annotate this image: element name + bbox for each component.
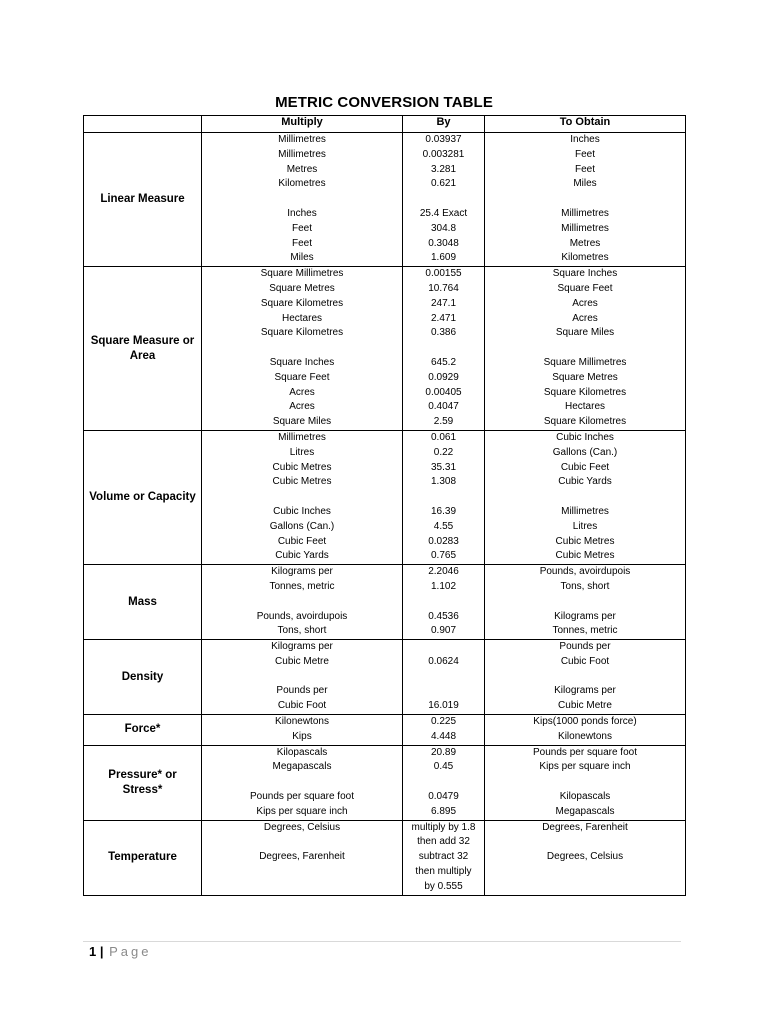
- table-cell-line: Kilometres: [561, 252, 609, 264]
- table-cell-line: Cubic Inches: [273, 505, 331, 517]
- table-cell-line: Pounds, avoirdupois: [539, 566, 631, 578]
- table-cell-line: Square Miles: [272, 416, 332, 428]
- table-cell-line: Kilometres: [278, 178, 326, 190]
- multiply-cell: [202, 715, 403, 746]
- table-cell-line: Millimetres: [278, 134, 326, 145]
- table-cell-line: [202, 341, 402, 356]
- table-cell-line: [202, 880, 402, 895]
- table-cell-line: 0.621: [430, 178, 457, 190]
- table-cell-line: [485, 670, 685, 685]
- to-obtain-cell: [485, 565, 686, 640]
- table-cell-line: 4.55: [433, 520, 454, 532]
- by-cell: [403, 430, 485, 564]
- table-cell-line: Degrees, Farenheit: [542, 821, 628, 833]
- table-cell-line: Square Feet: [557, 282, 613, 294]
- table-cell-line: 0.061: [430, 431, 457, 443]
- table-cell-line: 0.4536: [428, 610, 459, 622]
- table-section-row: [84, 640, 686, 715]
- table-cell-line: Kips(1000 ponds force): [533, 716, 637, 728]
- table-cell-line: 0.00155: [425, 268, 462, 280]
- table-cell-line: Square Kilometres: [543, 416, 627, 428]
- multiply-cell: [202, 745, 403, 820]
- table-cell-line: Square Kilometres: [543, 386, 627, 398]
- table-cell-line: 35.31: [430, 461, 457, 473]
- category-cell: [84, 565, 202, 640]
- table-cell-line: [485, 775, 685, 790]
- multiply-cell: [202, 565, 403, 640]
- table-cell-line: Megapascals: [555, 805, 615, 817]
- table-cell-line: [403, 670, 484, 685]
- category-label: Area: [129, 349, 156, 362]
- multiply-cell: [202, 640, 403, 715]
- table-cell-line: 645.2: [430, 356, 457, 368]
- by-cell: [403, 133, 485, 267]
- to-obtain-cell: [485, 715, 686, 746]
- table-section-row: [84, 430, 686, 564]
- table-cell-line: Degrees, Celsius: [263, 821, 341, 833]
- table-cell-line: [403, 192, 484, 207]
- category-cell: [84, 640, 202, 715]
- table-cell-line: Square Inches: [269, 356, 335, 368]
- table-cell-line: Hectares: [564, 401, 605, 413]
- table-section-row: [84, 133, 686, 267]
- table-cell-line: subtract 32: [418, 851, 469, 863]
- table-cell-line: Millimetres: [561, 505, 609, 517]
- table-cell-line: [485, 341, 685, 356]
- table-cell-line: then add 32: [417, 836, 470, 848]
- table-section-row: [84, 565, 686, 640]
- table-cell-line: [485, 192, 685, 207]
- table-cell-line: 304.8: [430, 222, 457, 234]
- table-cell-line: Degrees, Celsius: [546, 851, 624, 863]
- table-cell-line: Litres: [572, 520, 598, 532]
- table-cell-line: [485, 595, 685, 610]
- table-cell-line: [403, 341, 484, 356]
- table-cell-line: [202, 670, 402, 685]
- table-cell-line: Inches: [570, 134, 600, 145]
- table-cell-line: Cubic Metres: [272, 461, 332, 473]
- table-cell-line: [485, 835, 685, 850]
- table-cell-line: Feet: [291, 222, 312, 234]
- table-cell-line: 2.59: [433, 416, 454, 428]
- header-multiply: Multiply: [202, 116, 403, 133]
- table-cell-line: 0.0624: [428, 655, 459, 667]
- table-cell-line: 3.281: [430, 163, 457, 175]
- to-obtain-cell: [485, 430, 686, 564]
- table-cell-line: Pounds, avoirdupois: [256, 610, 348, 622]
- table-cell-line: Cubic Metre: [275, 655, 329, 667]
- table-cell-line: 16.019: [428, 700, 459, 712]
- table-cell-line: Square Miles: [555, 327, 615, 339]
- table-cell-line: Kilograms per: [271, 641, 333, 653]
- footer-divider: [83, 941, 681, 942]
- table-section-row: [84, 715, 686, 746]
- table-section-row: [84, 267, 686, 431]
- table-cell-line: [403, 595, 484, 610]
- table-cell-line: Kilograms per: [271, 566, 333, 578]
- table-cell-line: Millimetres: [278, 148, 326, 160]
- page-title: METRIC CONVERSION TABLE: [275, 94, 493, 111]
- table-cell-line: Cubic Yards: [275, 550, 329, 562]
- table-cell-line: Litres: [289, 446, 315, 458]
- table-cell-line: Millimetres: [561, 222, 609, 234]
- table-cell-line: Kilonewtons: [275, 716, 329, 728]
- header-by: By: [403, 116, 485, 133]
- table-cell-line: Kilonewtons: [558, 730, 612, 742]
- conversion-table: [83, 115, 686, 896]
- table-cell-line: 1.102: [430, 580, 457, 592]
- category-cell: [84, 430, 202, 564]
- table-cell-line: 0.907: [430, 625, 457, 637]
- table-cell-line: Square Metres: [552, 371, 618, 383]
- to-obtain-cell: [485, 745, 686, 820]
- multiply-cell: [202, 820, 403, 895]
- category-label: Volume or Capacity: [89, 491, 196, 504]
- table-cell-line: Acres: [289, 401, 315, 413]
- table-cell-line: Inches: [287, 207, 317, 219]
- table-cell-line: Tons, short: [277, 625, 327, 637]
- table-cell-line: Tonnes, metric: [269, 580, 335, 592]
- table-cell-line: [202, 490, 402, 505]
- table-cell-line: Cubic Metres: [272, 476, 332, 488]
- table-cell-line: [485, 880, 685, 895]
- table-cell-line: Megapascals: [272, 761, 332, 773]
- table-cell-line: Square Millimetres: [260, 268, 344, 280]
- table-cell-line: Square Metres: [269, 282, 335, 294]
- table-cell-line: Kips per square inch: [539, 761, 631, 773]
- table-cell-line: [202, 835, 402, 850]
- to-obtain-cell: [485, 267, 686, 431]
- table-cell-line: 10.764: [428, 282, 459, 294]
- table-cell-line: Kips per square inch: [256, 805, 348, 817]
- table-cell-line: 0.45: [433, 761, 454, 773]
- table-cell-line: by 0.555: [424, 880, 463, 892]
- table-cell-line: Pounds per: [559, 641, 611, 653]
- table-section-row: [84, 745, 686, 820]
- page-footer: [89, 944, 151, 959]
- table-cell-line: 0.225: [430, 716, 457, 728]
- table-cell-line: Cubic Feet: [277, 535, 327, 547]
- table-cell-line: Pounds per: [276, 685, 328, 697]
- table-cell-line: [485, 865, 685, 880]
- table-cell-line: Cubic Metres: [555, 535, 615, 547]
- table-cell-line: Cubic Foot: [560, 655, 610, 667]
- table-cell-line: Square Feet: [274, 371, 330, 383]
- table-cell-line: 16.39: [430, 505, 457, 517]
- table-cell-line: [403, 640, 484, 655]
- by-cell: [403, 820, 485, 895]
- table-cell-line: Square Inches: [552, 268, 618, 280]
- category-label: Temperature: [108, 851, 177, 864]
- multiply-cell: [202, 267, 403, 431]
- table-cell-line: Feet: [291, 237, 312, 249]
- category-cell: [84, 715, 202, 746]
- table-cell-line: 0.3048: [428, 237, 459, 249]
- table-cell-line: 0.0479: [428, 791, 459, 803]
- table-cell-line: Cubic Foot: [277, 700, 327, 712]
- by-cell: [403, 267, 485, 431]
- table-cell-line: Tons, short: [560, 580, 610, 592]
- table-cell-line: 1.609: [430, 252, 457, 264]
- by-cell: [403, 640, 485, 715]
- table-cell-line: [403, 684, 484, 699]
- table-cell-line: Square Kilometres: [260, 327, 344, 339]
- category-label: Mass: [128, 595, 157, 608]
- table-cell-line: Cubic Metres: [555, 550, 615, 562]
- table-cell-line: 1.308: [430, 476, 457, 488]
- table-cell-line: Miles: [290, 252, 314, 264]
- category-label: Density: [121, 670, 164, 683]
- table-cell-line: 0.0929: [428, 371, 459, 383]
- table-cell-line: Feet: [574, 148, 595, 160]
- table-cell-line: Acres: [572, 297, 598, 309]
- table-cell-line: 0.0283: [428, 535, 459, 547]
- table-cell-line: [202, 865, 402, 880]
- table-cell-line: Millimetres: [278, 431, 326, 443]
- multiply-cell: [202, 430, 403, 564]
- header-category: [84, 116, 202, 133]
- table-cell-line: 0.03937: [425, 134, 462, 145]
- table-cell-line: Acres: [572, 312, 598, 324]
- table-cell-line: 20.89: [430, 746, 457, 758]
- table-cell-line: Kilograms per: [554, 685, 616, 697]
- table-cell-line: [202, 192, 402, 207]
- table-cell-line: Acres: [289, 386, 315, 398]
- table-cell-line: Feet: [574, 163, 595, 175]
- table-cell-line: 247.1: [430, 297, 457, 309]
- table-cell-line: then multiply: [415, 866, 472, 878]
- table-cell-line: [202, 595, 402, 610]
- category-label: Square Measure or: [90, 334, 195, 347]
- table-cell-line: Tonnes, metric: [552, 625, 618, 637]
- table-cell-line: Kilopascals: [559, 791, 611, 803]
- table-header-row: [84, 116, 686, 133]
- table-cell-line: Degrees, Farenheit: [259, 851, 345, 863]
- table-cell-line: Cubic Yards: [558, 476, 612, 488]
- table-cell-line: Millimetres: [561, 207, 609, 219]
- to-obtain-cell: [485, 133, 686, 267]
- category-cell: [84, 267, 202, 431]
- table-cell-line: Kilograms per: [554, 610, 616, 622]
- table-cell-line: [202, 775, 402, 790]
- by-cell: [403, 715, 485, 746]
- table-cell-line: [403, 775, 484, 790]
- by-cell: [403, 745, 485, 820]
- to-obtain-cell: [485, 820, 686, 895]
- multiply-cell: [202, 133, 403, 267]
- header-to-obtain: To Obtain: [485, 116, 686, 133]
- table-cell-line: Cubic Feet: [560, 461, 610, 473]
- table-cell-line: multiply by 1.8: [411, 821, 476, 833]
- category-label: Linear Measure: [100, 193, 185, 206]
- table-cell-line: Pounds per square foot: [533, 746, 637, 758]
- category-cell: [84, 745, 202, 820]
- table-cell-line: Gallons (Can.): [269, 520, 335, 532]
- category-label: Force*: [124, 723, 161, 736]
- table-cell-line: 0.4047: [428, 401, 459, 413]
- table-cell-line: Gallons (Can.): [552, 446, 618, 458]
- table-cell-line: Metres: [286, 163, 318, 175]
- table-cell-line: Kips: [292, 730, 312, 742]
- to-obtain-cell: [485, 640, 686, 715]
- table-cell-line: Miles: [573, 178, 597, 190]
- table-cell-line: Square Kilometres: [260, 297, 344, 309]
- table-cell-line: Kilopascals: [276, 746, 328, 758]
- page-number: 1 |: [89, 944, 104, 959]
- category-cell: [84, 820, 202, 895]
- table-cell-line: Cubic Metre: [558, 700, 612, 712]
- category-label: Stress*: [122, 783, 163, 796]
- table-cell-line: 0.003281: [422, 148, 465, 160]
- table-cell-line: 0.00405: [425, 386, 462, 398]
- table-cell-line: 25.4 Exact: [419, 207, 468, 219]
- table-cell-line: 2.471: [430, 312, 457, 324]
- table-cell-line: Hectares: [281, 312, 322, 324]
- table-cell-line: 0.386: [430, 327, 457, 339]
- table-cell-line: Square Millimetres: [543, 356, 627, 368]
- table-cell-line: 0.765: [430, 550, 457, 562]
- table-cell-line: Pounds per square foot: [250, 791, 354, 803]
- table-cell-line: 2.2046: [428, 566, 459, 578]
- category-cell: [84, 133, 202, 267]
- table-cell-line: 4.448: [430, 730, 457, 742]
- table-cell-line: 6.895: [430, 805, 457, 817]
- by-cell: [403, 565, 485, 640]
- table-cell-line: 0.22: [433, 446, 454, 458]
- table-cell-line: [485, 490, 685, 505]
- table-cell-line: [403, 490, 484, 505]
- category-label: Pressure* or: [108, 768, 177, 781]
- page-label: Page: [109, 944, 152, 959]
- table-cell-line: Metres: [569, 237, 601, 249]
- table-section-row: [84, 820, 686, 895]
- table-cell-line: Cubic Inches: [556, 431, 614, 443]
